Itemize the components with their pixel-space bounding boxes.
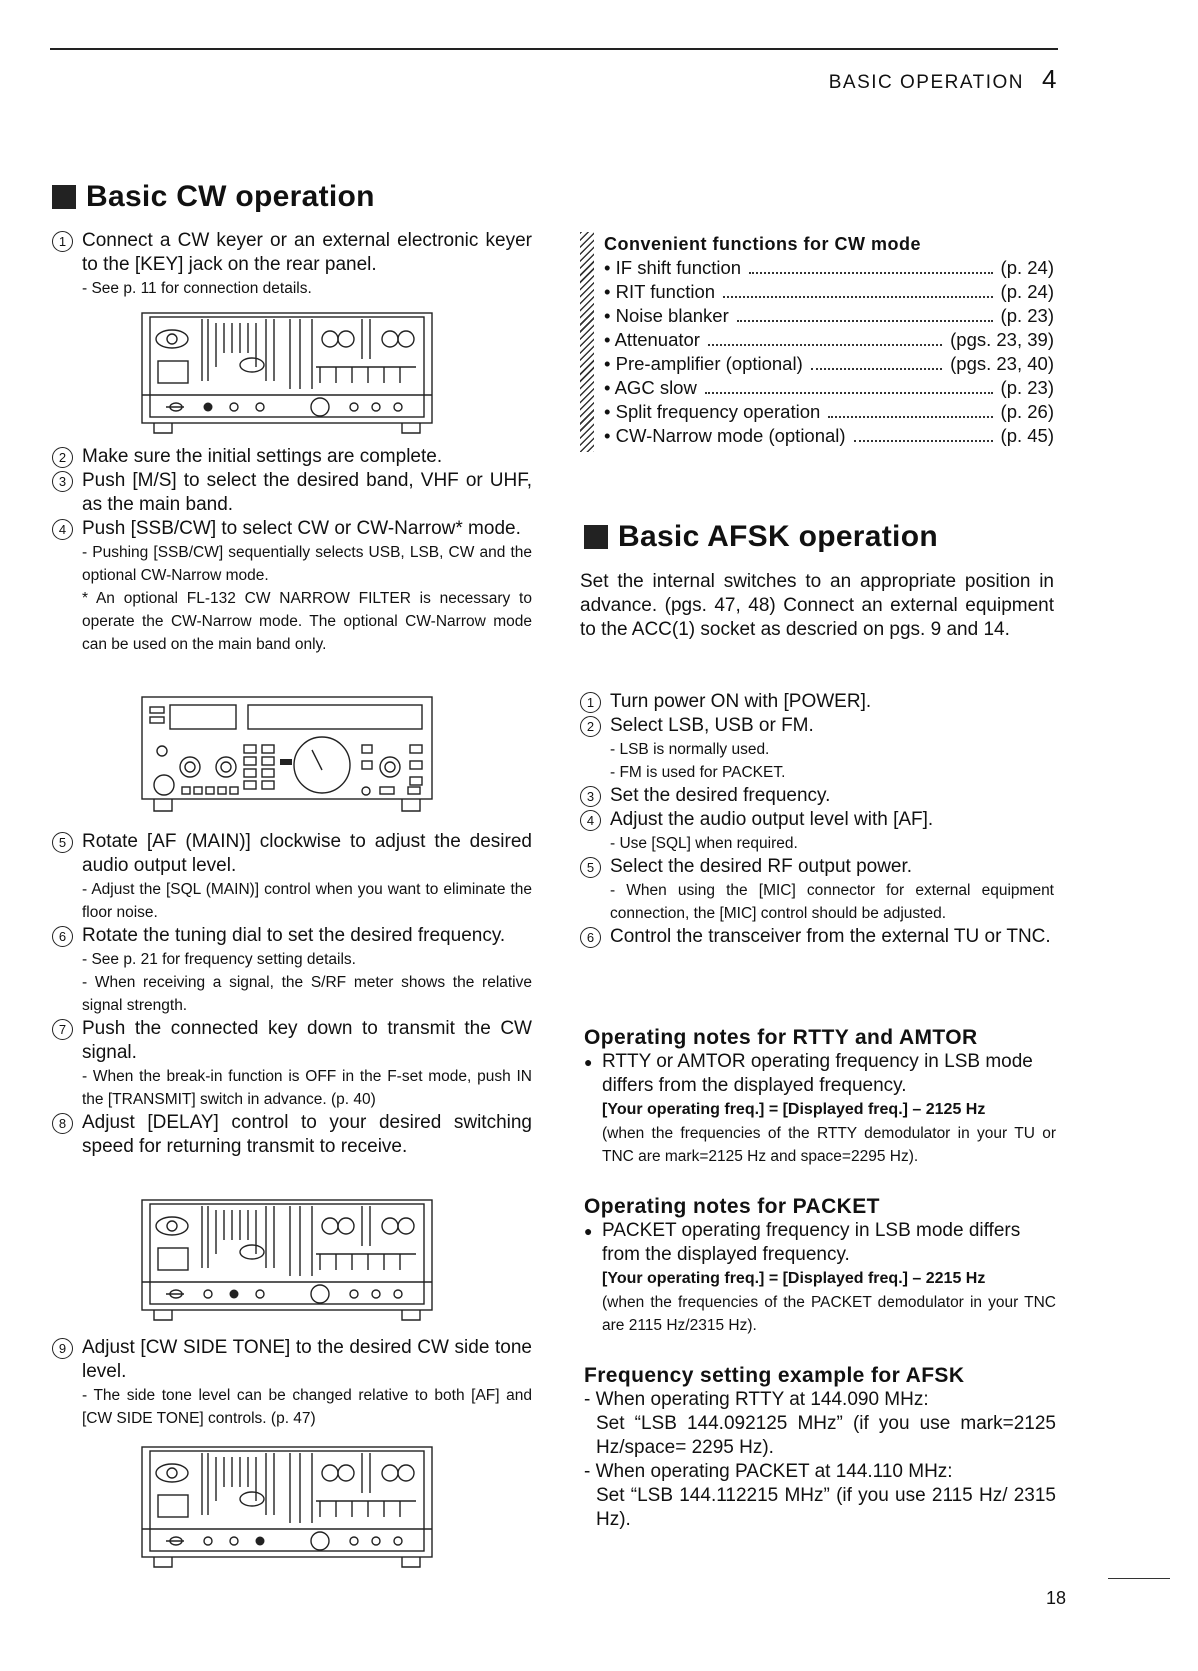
step-text: Push the connected key down to transmit the CW signal. xyxy=(82,1018,532,1063)
convenient-item xyxy=(604,376,1054,400)
afsk-step-2 xyxy=(580,714,1054,738)
cw-steps-5-8 xyxy=(52,830,532,1159)
convenient-item-ref: (p. 23) xyxy=(1000,377,1054,398)
cw-step-1 xyxy=(52,229,532,300)
step-text: Select LSB, USB or FM. xyxy=(610,715,814,736)
step-number: 4 xyxy=(52,519,73,540)
convenient-list xyxy=(604,256,1054,448)
step-number: 5 xyxy=(52,832,73,853)
step-number: 8 xyxy=(52,1113,73,1134)
cw-step-8 xyxy=(52,1111,532,1159)
step-text: Rotate the tuning dial to set the desired frequency. xyxy=(82,925,506,946)
example-line: Set “LSB 144.092125 MHz” (if you use mark=2125 Hz/space= 2295 Hz). xyxy=(596,1413,1056,1458)
running-header xyxy=(829,64,1058,95)
step-number: 6 xyxy=(52,926,73,947)
cw-step-2 xyxy=(52,445,532,469)
example-line: - When operating PACKET at 144.110 MHz: xyxy=(584,1461,953,1482)
step-text: Make sure the initial settings are complete. xyxy=(82,446,443,467)
convenient-item-label: • IF shift function xyxy=(604,257,742,278)
cw-step-5 xyxy=(52,830,532,878)
rtty-bullet: RTTY or AMTOR operating frequency in LSB mode differs from the displayed frequency. xyxy=(602,1051,1033,1096)
step-text: Turn power ON with [POWER]. xyxy=(610,691,872,712)
convenient-item xyxy=(604,256,1054,280)
dot-leader xyxy=(705,392,993,394)
dot-leader xyxy=(737,320,993,322)
step-text: Adjust [DELAY] control to your desired switching speed for returning transmit to receive. xyxy=(82,1112,532,1157)
rtty-note: (when the frequencies of the RTTY demodulator in your TU or TNC are mark=2125 Hz and space=2295 Hz). xyxy=(602,1125,1056,1165)
step-note: - When using the [MIC] connector for external equipment connection, the [MIC] control should be adjusted. xyxy=(610,882,1054,922)
step-number: 2 xyxy=(580,716,601,737)
step-note: - LSB is normally used. xyxy=(610,741,770,758)
dot-leader xyxy=(811,368,942,370)
step-text: Adjust the audio output level with [AF]. xyxy=(610,809,934,830)
page-number-rule xyxy=(1108,1578,1170,1579)
afsk-title-text: Basic AFSK operation xyxy=(618,520,938,553)
step-number: 1 xyxy=(52,231,73,252)
step-text: Set the desired frequency. xyxy=(610,785,831,806)
convenient-item-ref: (p. 24) xyxy=(1000,281,1054,302)
convenient-item-label: • RIT function xyxy=(604,281,716,302)
step-note: - FM is used for PACKET. xyxy=(610,764,786,781)
convenient-item-label: • CW-Narrow mode (optional) xyxy=(604,425,846,446)
step-note: - The side tone level can be changed relative to both [AF] and [CW SIDE TONE] controls. (p. 47) xyxy=(82,1387,532,1427)
packet-note: (when the frequencies of the PACKET demodulator in your TNC are 2115 Hz/2315 Hz). xyxy=(602,1294,1056,1334)
cw-step-3 xyxy=(52,469,532,517)
convenient-item-label: • Attenuator xyxy=(604,329,700,350)
cw-steps-2-4 xyxy=(52,445,532,656)
example-title: Frequency setting example for AFSK xyxy=(584,1364,965,1387)
step-number: 3 xyxy=(580,786,601,807)
convenient-item-label: • Pre-amplifier (optional) xyxy=(604,353,803,374)
step-text: Adjust [CW SIDE TONE] to the desired CW side tone level. xyxy=(82,1337,532,1382)
packet-formula: [Your operating freq.] = [Displayed freq.] – 2215 Hz xyxy=(602,1270,986,1287)
convenient-item-label: • Noise blanker xyxy=(604,305,729,326)
example-line: Set “LSB 144.112215 MHz” (if you use 2115 Hz/ 2315 Hz). xyxy=(596,1485,1056,1530)
step-note: - Pushing [SSB/CW] sequentially selects USB, LSB, CW and the optional CW-Narrow mode. xyxy=(82,544,532,584)
step-number: 7 xyxy=(52,1019,73,1040)
afsk-section-title xyxy=(584,520,938,554)
convenient-item xyxy=(604,400,1054,424)
dot-leader xyxy=(749,272,992,274)
step-text: Rotate [AF (MAIN)] clockwise to adjust the desired audio output level. xyxy=(82,831,532,876)
bullet-icon: ● xyxy=(584,1223,593,1239)
step-note: - See p. 21 for frequency setting details. xyxy=(82,951,356,968)
front-panel-figure xyxy=(140,695,436,815)
rear-panel-figure-3 xyxy=(140,1445,436,1573)
convenient-item-ref: (pgs. 23, 39) xyxy=(950,329,1054,350)
cw-step-7 xyxy=(52,1017,532,1065)
section-marker-icon xyxy=(584,525,608,549)
convenient-item-ref: (p. 45) xyxy=(1000,425,1054,446)
bullet-icon: ● xyxy=(584,1054,593,1070)
step-note: - When receiving a signal, the S/RF meter shows the relative signal strength. xyxy=(82,974,532,1014)
convenient-item-ref: (pgs. 23, 40) xyxy=(950,353,1054,374)
afsk-intro: Set the internal switches to an appropriate position in advance. (pgs. 47, 48) Connect an external equipment to the ACC(1) socket as descried on pgs. 9 and 14. xyxy=(580,571,1054,640)
step-text: Push [M/S] to select the desired band, VHF or UHF, as the main band. xyxy=(82,470,532,515)
convenient-item-ref: (p. 26) xyxy=(1000,401,1054,422)
step-note: - See p. 11 for connection details. xyxy=(82,280,312,297)
step-number: 5 xyxy=(580,857,601,878)
afsk-example xyxy=(584,1364,1056,1532)
step-number: 1 xyxy=(580,692,601,713)
convenient-item xyxy=(604,328,1054,352)
convenient-title: Convenient functions for CW mode xyxy=(604,234,921,254)
step-note: - Adjust the [SQL (MAIN)] control when you want to eliminate the floor noise. xyxy=(82,881,532,921)
dot-leader xyxy=(723,296,993,298)
step-number: 3 xyxy=(52,471,73,492)
cw-step-4 xyxy=(52,517,532,541)
cw-step-9 xyxy=(52,1336,532,1430)
cw-step-6 xyxy=(52,924,532,948)
step-note: * An optional FL-132 CW NARROW FILTER is necessary to operate the CW-Narrow mode. The optional CW-Narrow mode can be used on the main band only. xyxy=(82,590,532,653)
afsk-step-5 xyxy=(580,855,1054,879)
page-number: 18 xyxy=(1045,1588,1066,1608)
afsk-step-6 xyxy=(580,925,1054,949)
hatch-bar-decoration xyxy=(580,232,594,452)
chapter-number: 4 xyxy=(1042,64,1058,94)
step-number: 2 xyxy=(52,447,73,468)
step-text: Select the desired RF output power. xyxy=(610,856,913,877)
step-number: 9 xyxy=(52,1338,73,1359)
rtty-notes xyxy=(584,1026,1056,1168)
convenient-item xyxy=(604,280,1054,304)
packet-bullet: PACKET operating frequency in LSB mode differs from the displayed frequency. xyxy=(602,1220,1021,1265)
step-text: Push [SSB/CW] to select CW or CW-Narrow* mode. xyxy=(82,518,521,539)
dot-leader xyxy=(708,344,942,346)
convenient-item-ref: (p. 24) xyxy=(1000,257,1054,278)
rtty-title: Operating notes for RTTY and AMTOR xyxy=(584,1026,978,1049)
step-number: 4 xyxy=(580,810,601,831)
convenient-item xyxy=(604,424,1054,448)
convenient-item-ref: (p. 23) xyxy=(1000,305,1054,326)
dot-leader xyxy=(828,416,992,418)
packet-title: Operating notes for PACKET xyxy=(584,1195,880,1218)
cw-section-title xyxy=(52,180,375,214)
step-number: 6 xyxy=(580,927,601,948)
step-text: Connect a CW keyer or an external electronic keyer to the [KEY] jack on the rear panel. xyxy=(82,230,532,275)
example-line: - When operating RTTY at 144.090 MHz: xyxy=(584,1389,929,1410)
convenient-item-label: • Split frequency operation xyxy=(604,401,821,422)
header-section: BASIC OPERATION xyxy=(828,72,1025,93)
convenient-item xyxy=(604,352,1054,376)
convenient-item-label: • AGC slow xyxy=(604,377,697,398)
convenient-item xyxy=(604,304,1054,328)
step-text: Control the transceiver from the external TU or TNC. xyxy=(610,926,1051,947)
cw-title-text: Basic CW operation xyxy=(86,180,375,213)
afsk-step-4 xyxy=(580,808,1054,832)
afsk-steps xyxy=(580,690,1054,949)
afsk-step-3 xyxy=(580,784,1054,808)
top-rule xyxy=(50,48,1058,50)
step-note: - Use [SQL] when required. xyxy=(610,835,798,852)
convenient-functions-box xyxy=(604,232,1054,448)
dot-leader xyxy=(854,440,993,442)
section-marker-icon xyxy=(52,185,76,209)
afsk-step-1 xyxy=(580,690,1054,714)
step-note: - When the break-in function is OFF in the F-set mode, push IN the [TRANSMIT] switch in advance. (p. 40) xyxy=(82,1068,532,1108)
rear-panel-figure-2 xyxy=(140,1198,436,1326)
packet-notes xyxy=(584,1195,1056,1337)
rtty-formula: [Your operating freq.] = [Displayed freq.] – 2125 Hz xyxy=(602,1101,986,1118)
rear-panel-figure-1 xyxy=(140,311,436,439)
